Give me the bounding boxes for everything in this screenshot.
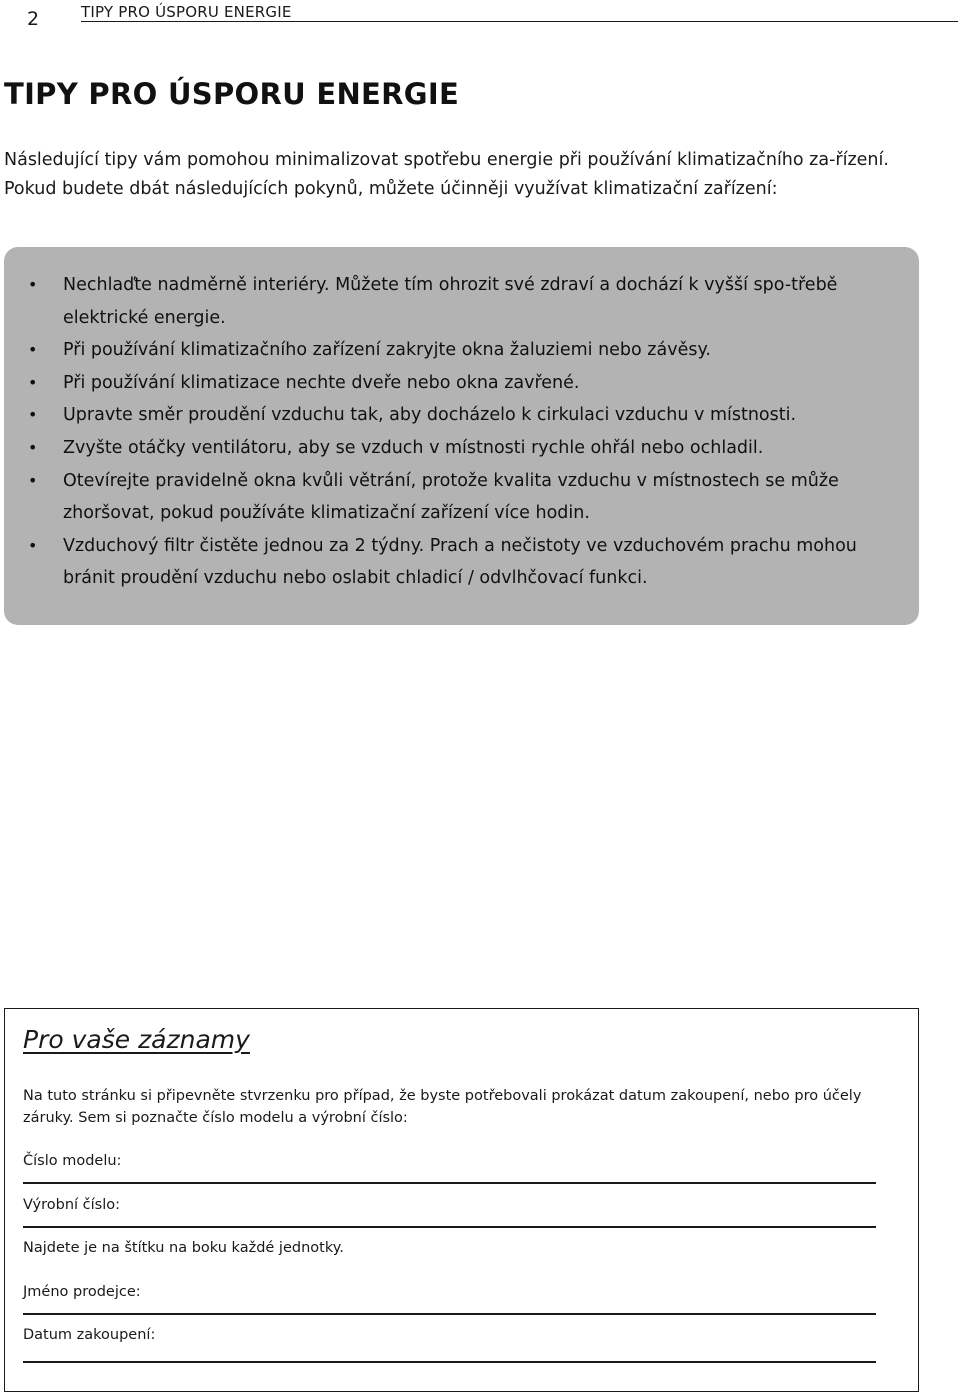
- tip-text: Otevírejte pravidelně okna kvůli větrání, protože kvalita vzduchu v místnostech se může zhoršovat, pokud používáte klimatizační zařízení více hodin.: [63, 470, 839, 524]
- tip-item: [4, 269, 919, 334]
- dealer-name-line: [23, 1313, 876, 1315]
- tip-text: Při používání klimatizačního zařízení zakryjte okna žaluziemi nebo závěsy.: [63, 340, 711, 361]
- serial-number-label: Výrobní číslo:: [23, 1197, 120, 1213]
- bullet-icon: •: [28, 535, 38, 555]
- label-location-note: Najdete je na štítku na boku každé jednotky.: [23, 1240, 344, 1256]
- header-rule: [81, 21, 958, 22]
- tips-list: [4, 269, 919, 595]
- bullet-icon: •: [28, 470, 38, 490]
- purchase-date-line: [23, 1361, 876, 1363]
- intro-paragraph: Následující tipy vám pomohou minimalizovat spotřebu energie při používání klimatizačního za-řízení. Pokud budete dbát následujících pokynů, můžete účinněji využívat klimatizační zařízení:: [4, 150, 889, 199]
- tip-text: Upravte směr proudění vzduchu tak, aby docházelo k cirkulaci vzduchu v místnosti.: [63, 405, 797, 426]
- tip-text: Při používání klimatizace nechte dveře nebo okna zavřené.: [63, 372, 580, 393]
- records-instructions: Na tuto stránku si připevněte stvrzenku pro případ, že byste potřebovali prokázat datum zakoupení, nebo pro účely záruky. Sem si poznačte číslo modelu a výrobní číslo:: [23, 1088, 862, 1126]
- page-number: 2: [27, 8, 40, 30]
- tip-item: [4, 334, 919, 367]
- tip-item: [4, 432, 919, 465]
- serial-number-line: [23, 1226, 876, 1228]
- running-header-title: TIPY PRO ÚSPORU ENERGIE: [81, 3, 292, 21]
- bullet-icon: •: [28, 437, 38, 457]
- tip-text: Vzduchový filtr čistěte jednou za 2 týdny. Prach a nečistoty ve vzduchovém prachu mohou bránit proudění vzduchu nebo oslabit chladicí / odvlhčovací funkci.: [63, 535, 857, 589]
- tips-box: [4, 247, 919, 625]
- bullet-icon: •: [28, 372, 38, 392]
- bullet-icon: •: [28, 340, 38, 360]
- records-box: [4, 1008, 919, 1392]
- bullet-icon: •: [28, 275, 38, 294]
- records-title: Pro vaše záznamy: [23, 1025, 250, 1054]
- tip-text: Zvyšte otáčky ventilátoru, aby se vzduch v místnosti rychle ohřál nebo ochladil.: [63, 437, 764, 458]
- dealer-name-label: Jméno prodejce:: [23, 1284, 141, 1300]
- tip-text: Nechlaďte nadměrně interiéry. Můžete tím ohrozit své zdraví a dochází k vyšší spo-třebě elektrické energie.: [63, 275, 838, 328]
- model-number-line: [23, 1182, 876, 1184]
- model-number-label: Číslo modelu:: [23, 1153, 122, 1169]
- tip-item: [4, 399, 919, 432]
- tip-item: [4, 530, 919, 595]
- purchase-date-label: Datum zakoupení:: [23, 1327, 156, 1343]
- tip-item: [4, 465, 919, 530]
- bullet-icon: •: [28, 405, 38, 425]
- page-title: TIPY PRO ÚSPORU ENERGIE: [4, 77, 460, 111]
- tip-item: [4, 367, 919, 400]
